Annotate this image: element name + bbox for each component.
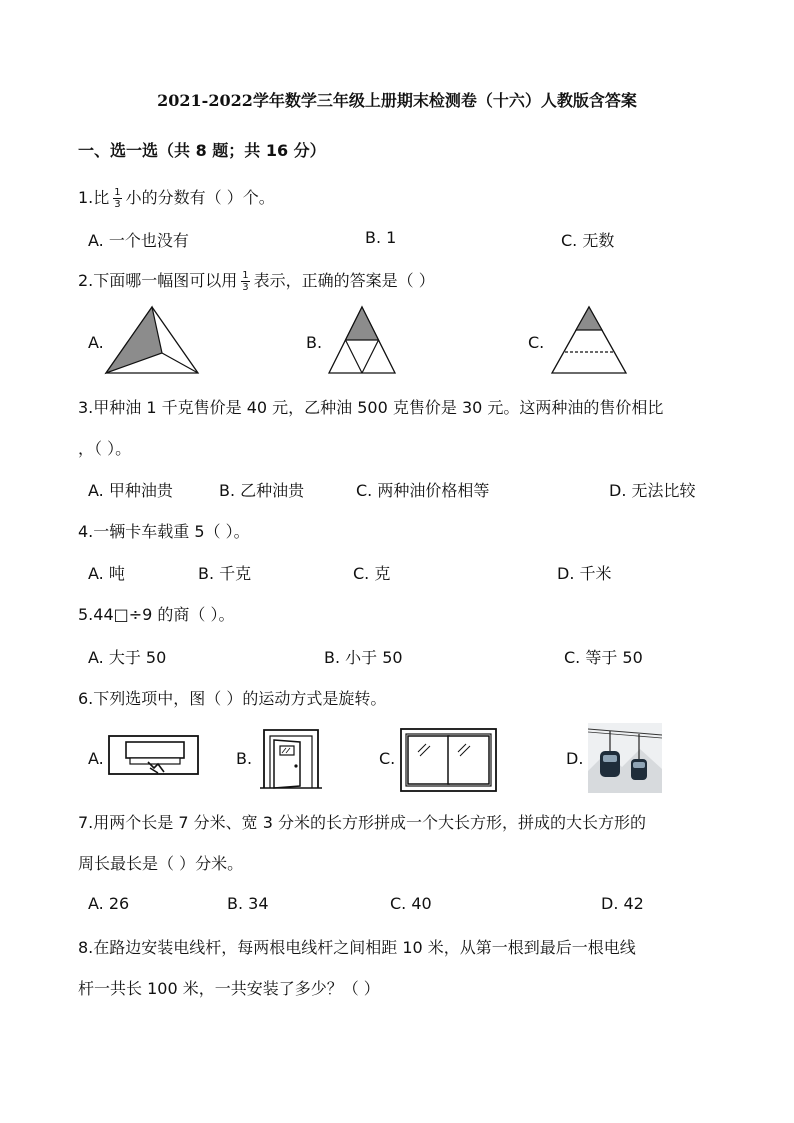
q3-option-a[interactable]: A. 甲种油贵	[88, 481, 173, 500]
q1-option-c[interactable]: C. 无数	[561, 231, 615, 250]
question-1-suffix: 小的分数有（ ）个。	[125, 188, 275, 207]
q1-option-b[interactable]: B. 1	[365, 228, 397, 247]
q7-option-c[interactable]: C. 40	[390, 894, 432, 913]
q5-option-a[interactable]: A. 大于 50	[88, 648, 167, 667]
q6-option-b[interactable]: B.	[236, 749, 253, 768]
question-5: 5.44□÷9 的商（ ）。	[78, 605, 235, 624]
question-3-line-2: ，（ ）。	[78, 439, 132, 458]
q1-option-a[interactable]: A. 一个也没有	[88, 231, 189, 250]
section-heading: 一、选一选（共 8 题；共 16 分）	[78, 141, 326, 160]
fraction-numerator: 1	[242, 270, 249, 281]
q6-option-c[interactable]: C.	[379, 749, 396, 768]
question-1-prefix: 1.比	[78, 188, 110, 207]
drawer-figure[interactable]	[108, 735, 200, 777]
q3-option-b[interactable]: B. 乙种油贵	[219, 481, 305, 500]
q7-option-b[interactable]: B. 34	[227, 894, 269, 913]
fraction-numerator: 1	[114, 187, 121, 198]
question-2-suffix: 表示，正确的答案是（ ）	[253, 271, 435, 290]
q7-option-d[interactable]: D. 42	[601, 894, 644, 913]
triangle-figure-c[interactable]	[550, 305, 628, 375]
fraction-denominator: 3	[114, 199, 121, 210]
q5-option-c[interactable]: C. 等于 50	[564, 648, 643, 667]
question-2-prefix: 2.下面哪一幅图可以用	[78, 271, 238, 290]
question-7-line-2: 周长最长是（ ）分米。	[78, 854, 244, 873]
fraction-denominator: 3	[242, 282, 249, 293]
cable-car-figure[interactable]	[588, 723, 662, 793]
q4-option-b[interactable]: B. 千克	[198, 564, 252, 583]
sliding-window-figure[interactable]	[400, 728, 497, 792]
q4-option-d[interactable]: D. 千米	[557, 564, 612, 583]
question-7-line-1: 7.用两个长是 7 分米、宽 3 分米的长方形拼成一个大长方形，拼成的大长方形的	[78, 813, 646, 832]
question-6: 6.下列选项中，图（ ）的运动方式是旋转。	[78, 689, 387, 708]
q4-option-c[interactable]: C. 克	[353, 564, 391, 583]
q3-option-d[interactable]: D. 无法比较	[609, 481, 696, 500]
question-2	[78, 268, 435, 293]
door-figure[interactable]	[260, 728, 322, 790]
q2-option-b[interactable]: B.	[306, 333, 323, 352]
q2-option-a[interactable]: A.	[88, 333, 104, 352]
triangle-figure-b[interactable]	[327, 305, 397, 375]
triangle-figure-a[interactable]	[104, 305, 200, 375]
q5-option-b[interactable]: B. 小于 50	[324, 648, 403, 667]
question-4: 4.一辆卡车载重 5（ ）。	[78, 522, 250, 541]
fraction-one-third	[113, 187, 121, 210]
question-3-line-1: 3.甲种油 1 千克售价是 40 元，乙种油 500 克售价是 30 元。这两种油的售价相比	[78, 398, 664, 417]
q4-option-a[interactable]: A. 吨	[88, 564, 125, 583]
question-1	[78, 185, 275, 210]
q6-option-d[interactable]: D.	[566, 749, 584, 768]
page-title: 2021-2022学年数学三年级上册期末检测卷（十六）人教版含答案	[157, 91, 637, 110]
q7-option-a[interactable]: A. 26	[88, 894, 130, 913]
question-8-line-1: 8.在路边安装电线杆，每两根电线杆之间相距 10 米，从第一根到最后一根电线	[78, 938, 636, 957]
question-8-line-2: 杆一共长 100 米，一共安装了多少？（ ）	[78, 979, 380, 998]
fraction-one-third	[241, 270, 249, 293]
q2-option-c[interactable]: C.	[528, 333, 545, 352]
q6-option-a[interactable]: A.	[88, 749, 104, 768]
q3-option-c[interactable]: C. 两种油价格相等	[356, 481, 490, 500]
